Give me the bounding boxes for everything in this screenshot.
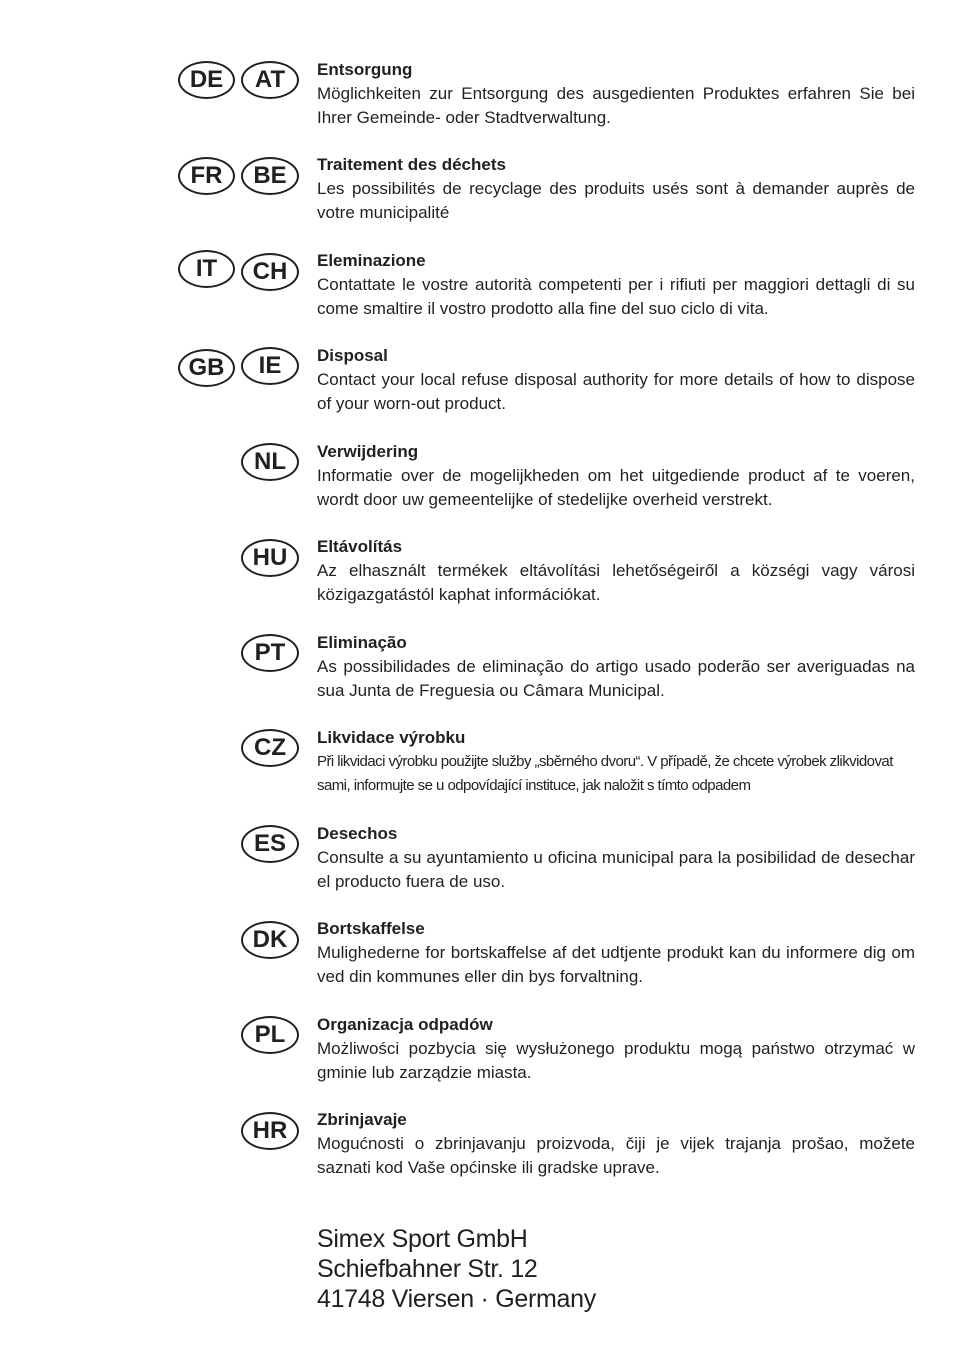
section-body: Az elhasznált termékek eltávolítási lehetőségeiről a községi vagy városi közigazgatástól kaphat információkat. bbox=[317, 561, 915, 604]
country-badge-cz: CZ bbox=[241, 729, 299, 767]
country-badge-it: IT bbox=[178, 250, 235, 288]
country-badge-be: BE bbox=[241, 157, 299, 195]
company-name: Simex Sport GmbH bbox=[317, 1225, 528, 1253]
section-disposal-hu bbox=[317, 535, 915, 607]
country-badge-de: DE bbox=[178, 61, 235, 99]
country-badge-fr: FR bbox=[178, 157, 235, 195]
section-disposal-de bbox=[317, 58, 915, 130]
section-disposal-hr bbox=[317, 1108, 915, 1180]
section-title: Organizacja odpadów bbox=[317, 1015, 493, 1034]
country-badge-hu: HU bbox=[241, 539, 299, 577]
section-body: Möglichkeiten zur Entsorgung des ausgedienten Produktes erfahren Sie bei Ihrer Gemeinde- oder Stadtverwaltung. bbox=[317, 84, 915, 127]
section-disposal-dk bbox=[317, 917, 915, 989]
section-body: Consulte a su ayuntamiento u oficina municipal para la posibilidad de desechar el producto fuera de uso. bbox=[317, 848, 915, 891]
section-body: Les possibilités de recyclage des produits usés sont à demander auprès de votre municipalité bbox=[317, 179, 915, 222]
section-title: Zbrinjavaje bbox=[317, 1110, 407, 1129]
section-body: As possibilidades de eliminação do artigo usado poderão ser averiguadas na sua Junta de Freguesia ou Câmara Municipal. bbox=[317, 657, 915, 700]
city-country: 41748 Viersen · Germany bbox=[317, 1285, 596, 1313]
section-title: Eliminação bbox=[317, 633, 407, 652]
section-title: Desechos bbox=[317, 824, 398, 843]
section-body: Mulighederne for bortskaffelse af det udtjente produkt kan du informere dig om ved din kommunes eller din bys forvaltning. bbox=[317, 943, 915, 986]
country-badge-ch: CH bbox=[241, 253, 299, 291]
country-badge-es: ES bbox=[241, 825, 299, 863]
section-title: Likvidace výrobku bbox=[317, 728, 466, 747]
section-title: Eleminazione bbox=[317, 251, 426, 270]
country-badge-hr: HR bbox=[241, 1112, 299, 1150]
country-badge-ie: IE bbox=[241, 347, 299, 385]
section-disposal-gb bbox=[317, 344, 915, 416]
section-title: Disposal bbox=[317, 346, 388, 365]
country-badge-pt: PT bbox=[241, 634, 299, 672]
section-disposal-nl bbox=[317, 440, 915, 512]
section-disposal-fr bbox=[317, 153, 915, 225]
section-title: Entsorgung bbox=[317, 60, 413, 79]
section-disposal-pl bbox=[317, 1013, 915, 1085]
section-body: Contact your local refuse disposal authority for more details of how to dispose of your worn-out product. bbox=[317, 370, 915, 413]
section-disposal-pt bbox=[317, 631, 915, 703]
country-badge-dk: DK bbox=[241, 921, 299, 959]
section-body: Mogućnosti o zbrinjavanju proizvoda, čiji je vijek trajanja prošao, možete saznati kod Vaše općinske ili gradske uprave. bbox=[317, 1134, 915, 1177]
country-badge-nl: NL bbox=[241, 443, 299, 481]
section-body: Při likvidaci výrobku použijte služby „sběrného dvoru“. V případě, že chcete výrobek zlikvidovat sami, informujte se u odpovídající instituce, jak naložit s tímto odpadem bbox=[317, 753, 893, 794]
section-body: Możliwości pozbycia się wysłużonego produktu mogą państwo otrzymać w gminie lub zarządzie miasta. bbox=[317, 1039, 915, 1082]
section-title: Eltávolítás bbox=[317, 537, 403, 556]
section-title: Bortskaffelse bbox=[317, 919, 425, 938]
section-title: Verwijdering bbox=[317, 442, 419, 461]
country-badge-at: AT bbox=[241, 61, 299, 99]
country-badge-gb: GB bbox=[178, 349, 235, 387]
street-address: Schiefbahner Str. 12 bbox=[317, 1255, 538, 1283]
section-disposal-es bbox=[317, 822, 915, 894]
country-badge-pl: PL bbox=[241, 1016, 299, 1054]
section-body: Contattate le vostre autorità competenti per i rifiuti per maggiori dettagli di su come smaltire il vostro prodotto alla fine del suo ciclo di vita. bbox=[317, 275, 915, 318]
section-disposal-cz bbox=[317, 726, 915, 798]
section-disposal-it bbox=[317, 249, 915, 321]
section-title: Traitement des déchets bbox=[317, 155, 506, 174]
company-address bbox=[317, 1224, 596, 1314]
section-body: Informatie over de mogelijkheden om het uitgediende product af te voeren, wordt door uw gemeentelijke of stedelijke overheid verstrekt. bbox=[317, 466, 915, 509]
